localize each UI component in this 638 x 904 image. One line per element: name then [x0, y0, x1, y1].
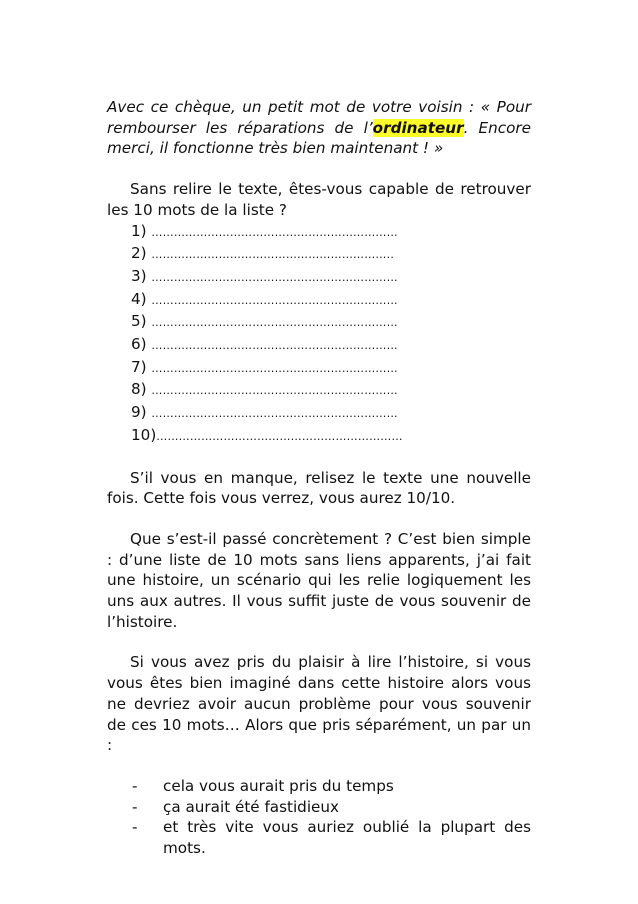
answer-line: [131, 266, 531, 289]
answer-dots: …………………………………………………………: [151, 384, 398, 398]
answer-number: 1): [131, 221, 147, 240]
answer-line: [131, 243, 531, 266]
answer-dots: …………………………………………………………: [151, 225, 398, 239]
answer-number: 8): [131, 380, 147, 399]
document-page: [107, 97, 531, 859]
answer-line: [131, 357, 531, 380]
answer-dots: …………………………………………………………: [151, 407, 398, 421]
answer-dots: …………………………………………………………: [151, 270, 398, 284]
answer-line: [131, 221, 531, 244]
answer-number: 4): [131, 289, 147, 308]
answer-line: [131, 334, 531, 357]
answer-number: 3): [131, 266, 147, 285]
answer-number: 5): [131, 312, 147, 331]
answer-number: 6): [131, 335, 147, 354]
body-paragraph: Si vous avez pris du plaisir à lire l’histoire, si vous vous êtes bien imaginé dans cette histoire alors vous ne devriez avoir aucun problème pour vous souvenir de ces 10 mots… Alors que pris séparément, un par un :: [107, 653, 531, 755]
answer-number: 9): [131, 403, 147, 422]
body-paragraph: Que s’est-il passé concrètement ? C’est bien simple : d’une liste de 10 mots sans liens apparents, j’ai fait une histoire, un scénario qui les relie logiquement les uns aux autres. Il vous suffit juste de vous souvenir de l’histoire.: [107, 529, 531, 631]
answer-number: 7): [131, 357, 147, 376]
answer-line: [131, 289, 531, 312]
bullet-text: ça aurait été fastidieux: [163, 797, 339, 816]
bullet-text: et très vite vous auriez oublié la plupart des mots.: [163, 818, 531, 858]
answer-line: [131, 311, 531, 334]
body-paragraph: S’il vous en manque, relisez le texte une nouvelle fois. Cette fois vous verrez, vous aurez 10/10.: [107, 468, 531, 508]
answer-dots: …………………………………………………………: [151, 316, 398, 330]
answer-line: [131, 402, 531, 425]
bullet-dash: -: [132, 776, 138, 795]
answer-dots: …………………………………………………………: [151, 339, 398, 353]
bullet-dash: -: [132, 797, 138, 816]
quote-paragraph: [107, 97, 531, 159]
answer-dots: …………………………………………………………: [151, 361, 398, 375]
answer-number: 10): [131, 425, 157, 444]
quote-text-after: . Encore merci, il fonctionne très bien maintenant ! »: [107, 118, 531, 158]
bullet-text: cela vous aurait pris du temps: [163, 776, 394, 795]
answer-dots: ………………………………………………………..: [151, 248, 395, 262]
highlighted-word: ordinateur: [372, 118, 464, 137]
bullet-item: [107, 797, 531, 818]
bullet-dash: -: [132, 818, 138, 837]
answer-number: 2): [131, 244, 147, 263]
answer-line: [131, 425, 531, 448]
question-paragraph: Sans relire le texte, êtes-vous capable de retrouver les 10 mots de la liste ?: [107, 180, 531, 219]
quote-text-before: Avec ce chèque, un petit mot de votre voisin : « Pour rembourser les réparations de l’: [107, 98, 531, 137]
bullet-item: [107, 817, 531, 858]
bullet-list: [107, 776, 531, 859]
bullet-item: [107, 776, 531, 797]
answer-line: [131, 379, 531, 402]
answer-dots: …………………………………………………………: [156, 429, 403, 443]
answer-dots: …………………………………………………………: [151, 293, 398, 307]
answer-list: [107, 221, 531, 448]
